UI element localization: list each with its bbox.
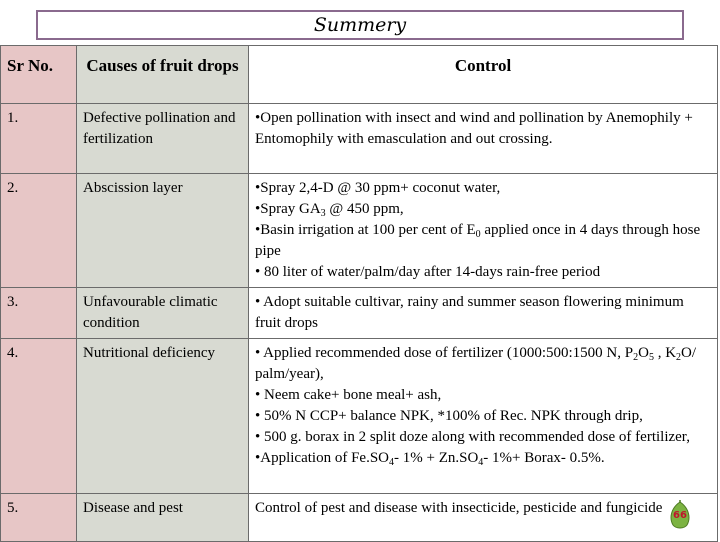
control-line: • 50% N CCP+ balance NPK, *100% of Rec. NPK through drip, <box>255 408 643 424</box>
row-cause: Defective pollination and fertilization <box>77 104 249 174</box>
row-sr: 1. <box>1 104 77 174</box>
row-cause: Nutritional deficiency <box>77 339 249 494</box>
control-line: •Spray 2,4-D @ 30 ppm+ coconut water, <box>255 180 501 196</box>
page-number: 66 <box>673 509 687 521</box>
row-sr: 4. <box>1 339 77 494</box>
summary-table <box>0 45 718 542</box>
page-number-badge <box>667 500 693 530</box>
header-causes: Causes of fruit drops <box>77 46 249 104</box>
row-control <box>249 104 718 174</box>
control-line: Control of pest and disease with insecticide, pesticide and fungicide <box>255 500 663 516</box>
control-line: • Neem cake+ bone meal+ ash, <box>255 387 442 403</box>
header-control: Control <box>249 46 718 104</box>
row-control <box>249 174 718 288</box>
table-row <box>1 494 718 542</box>
control-line: • 80 liter of water/palm/day after 14-days rain-free period <box>255 264 601 280</box>
row-sr: 3. <box>1 288 77 339</box>
table-header-row <box>1 46 718 104</box>
row-cause: Abscission layer <box>77 174 249 288</box>
slide-title: Summery <box>36 10 684 40</box>
table-row <box>1 339 718 494</box>
control-line: • 500 g. borax in 2 split doze along with recommended dose of fertilizer, <box>255 429 690 445</box>
row-cause: Unfavourable climatic condition <box>77 288 249 339</box>
row-cause: Disease and pest <box>77 494 249 542</box>
table-row <box>1 288 718 339</box>
row-control <box>249 339 718 494</box>
control-line: • Adopt suitable cultivar, rainy and summer season flowering minimum fruit drops <box>255 294 684 331</box>
row-control <box>249 494 718 542</box>
row-control <box>249 288 718 339</box>
control-line: •Basin irrigation at 100 per cent of $E_0$ applied once in 4 days through hose pipe <box>255 222 701 259</box>
row-sr: 5. <box>1 494 77 542</box>
control-line: •Open pollination with insect and wind and pollination by Anemophily + Entomophily with emasculation and out crossing. <box>255 110 693 147</box>
control-line: •Spray $GA_3$ @ 450 ppm, <box>255 201 404 219</box>
row-sr: 2. <box>1 174 77 288</box>
table-row <box>1 174 718 288</box>
control-line: •Application of $Fe.SO_4-$ $1\% + Zn.SO_4-$ 1%+ Borax- 0.5%. <box>255 450 605 468</box>
table-row <box>1 104 718 174</box>
header-sr-no: Sr No. <box>1 46 77 104</box>
control-line: • Applied recommended dose of fertilizer (1000:500:1500 N, $P_2O_5$ , $K_2O/$ palm/year), <box>255 345 697 382</box>
